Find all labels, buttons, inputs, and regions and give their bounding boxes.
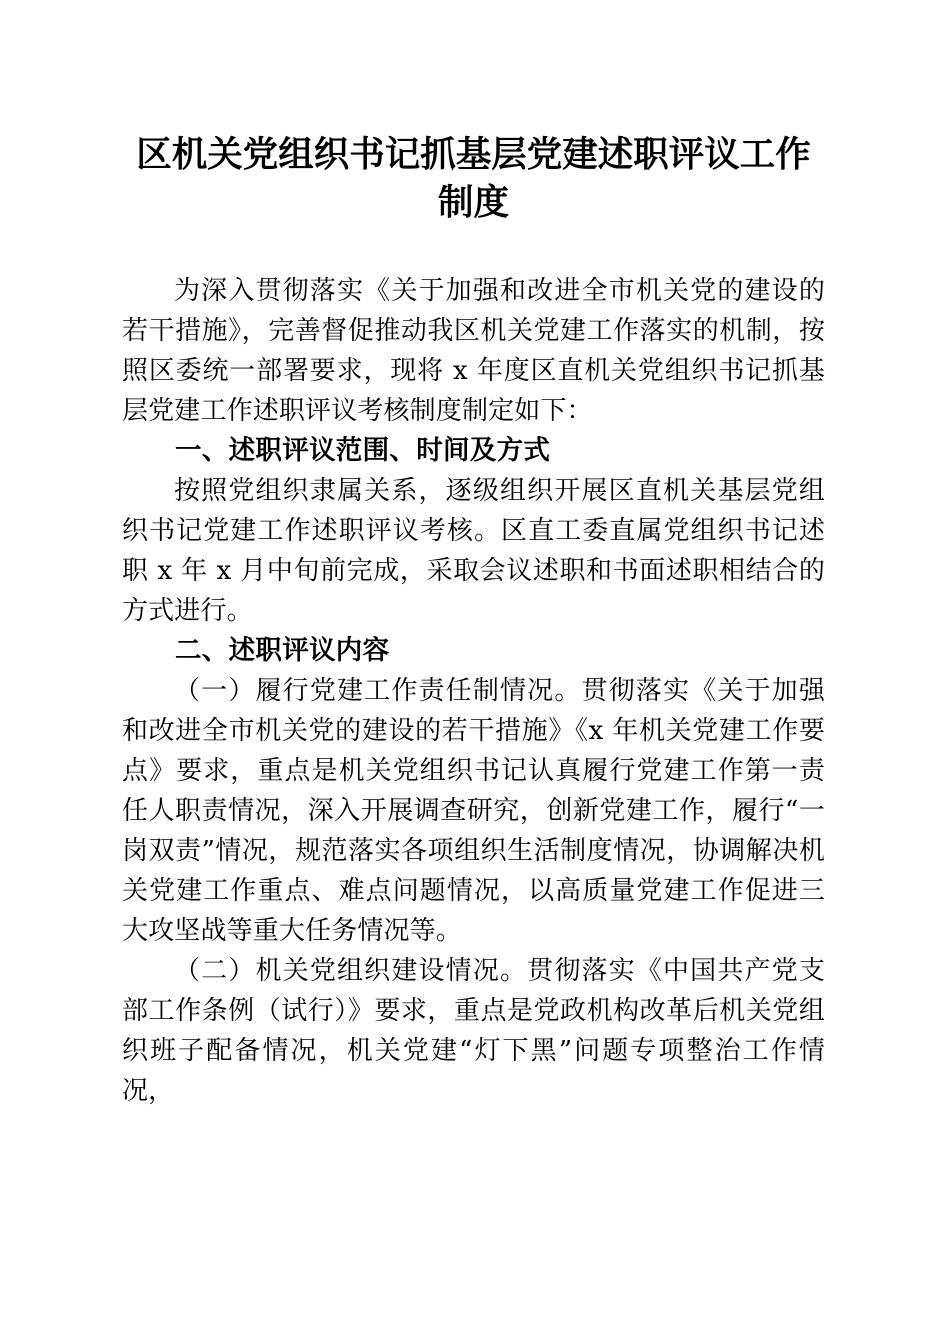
page-title: 区机关党组织书记抓基层党建述职评议工作制度 (136, 134, 811, 223)
document-body (122, 271, 825, 1111)
intro-paragraph: 为深入贯彻落实《关于加强和改进全市机关党的建设的若干措施》，完善督促推动我区机关党建工作落实的机制，按照区委统一部署要求，现将 x 年度区直机关党组织书记抓基层党建工作述职评议考核制度制定如下： (122, 276, 825, 426)
item-one-paragraph: （一）履行党建工作责任制情况。贯彻落实《关于加强和改进全市机关党的建设的若干措施》《x 年机关党建工作要点》要求，重点是机关党组织书记认真履行党建工作第一责任人职责情况，深入开展调查研究，创新党建工作，履行“一岗双责”情况，规范落实各项组织生活制度情况，协调解决机关党建工作重点、难点问题情况，以高质量党建工作促进三大攻坚战等重大任务情况等。 (122, 676, 825, 946)
item-two-paragraph: （二）机关党组织建设情况。贯彻落实《中国共产党支部工作条例（试行）》要求，重点是党政机构改革后机关党组织班子配备情况，机关党建“灯下黑”问题专项整治工作情况， (122, 956, 825, 1106)
title-spacer (122, 227, 825, 271)
section-heading-one: 一、述职评议范围、时间及方式 (175, 435, 551, 466)
section-one-paragraph: 按照党组织隶属关系，逐级组织开展区直机关基层党组织书记党建工作述职评议考核。区直工委直属党组织书记述职 x 年 x 月中旬前完成，采取会议述职和书面述职相结合的方式进行。 (122, 476, 825, 626)
page-bottom-whitespace (122, 1111, 825, 1301)
section-heading-two: 二、述职评议内容 (175, 635, 390, 666)
